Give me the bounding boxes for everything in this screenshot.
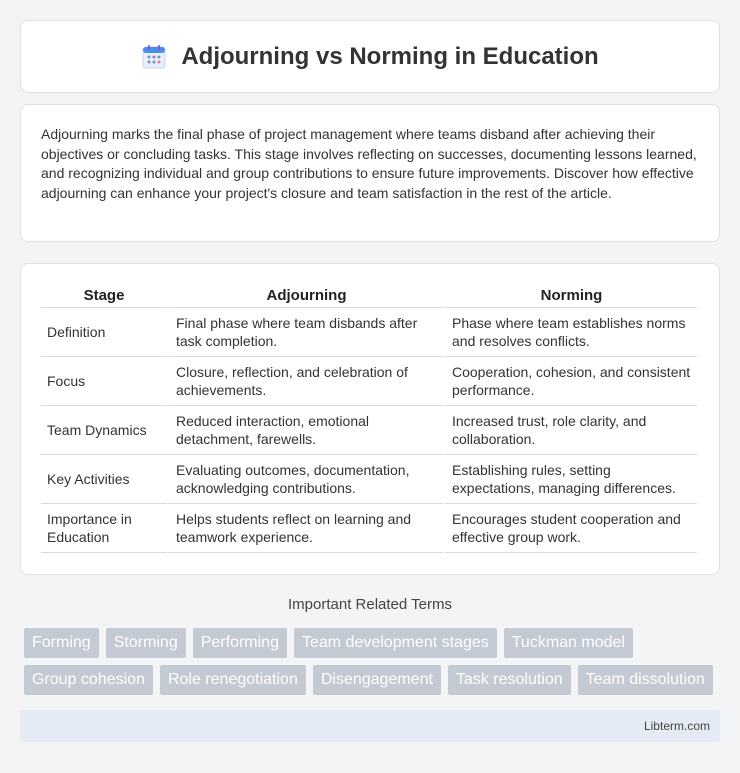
table-row [41, 357, 697, 406]
comparison-table [41, 284, 697, 553]
norming-cell: Encourages student cooperation and effective group work. [443, 504, 697, 553]
intro-card [20, 104, 720, 242]
related-terms-heading: Important Related Terms [288, 596, 452, 613]
row-label: Importance in Education [41, 504, 167, 553]
page-title: Adjourning vs Norming in Education [181, 42, 599, 70]
row-label: Focus [41, 357, 167, 406]
related-term-tag[interactable]: Team development stages [294, 628, 497, 658]
row-label: Definition [41, 308, 167, 357]
calendar-icon [141, 44, 167, 70]
related-terms-list [24, 628, 724, 695]
adjourning-cell: Reduced interaction, emotional detachment, farewells. [167, 406, 443, 455]
table-header-row [41, 284, 697, 308]
table-row [41, 455, 697, 504]
footer-site-link[interactable]: Libterm.com [643, 719, 710, 733]
column-header: Norming [443, 284, 697, 308]
norming-cell: Establishing rules, setting expectations, managing differences. [443, 455, 697, 504]
table-row [41, 504, 697, 553]
related-term-tag[interactable]: Role renegotiation [160, 665, 306, 695]
comparison-card [20, 263, 720, 575]
footer [20, 710, 720, 742]
table-row [41, 308, 697, 357]
related-term-tag[interactable]: Tuckman model [504, 628, 633, 658]
related-term-tag[interactable]: Group cohesion [24, 665, 153, 695]
related-term-tag[interactable]: Forming [24, 628, 99, 658]
adjourning-cell: Final phase where team disbands after task completion. [167, 308, 443, 357]
related-term-tag[interactable]: Performing [193, 628, 287, 658]
adjourning-cell: Evaluating outcomes, documentation, acknowledging contributions. [167, 455, 443, 504]
related-term-tag[interactable]: Storming [106, 628, 186, 658]
related-term-tag[interactable]: Disengagement [313, 665, 441, 695]
related-term-tag[interactable]: Team dissolution [578, 665, 713, 695]
row-label: Key Activities [41, 455, 167, 504]
row-label: Team Dynamics [41, 406, 167, 455]
table-row [41, 406, 697, 455]
adjourning-cell: Closure, reflection, and celebration of achievements. [167, 357, 443, 406]
norming-cell: Phase where team establishes norms and resolves conflicts. [443, 308, 697, 357]
column-header: Adjourning [167, 284, 443, 308]
adjourning-cell: Helps students reflect on learning and teamwork experience. [167, 504, 443, 553]
norming-cell: Cooperation, cohesion, and consistent performance. [443, 357, 697, 406]
header-card [20, 20, 720, 93]
related-term-tag[interactable]: Task resolution [448, 665, 571, 695]
intro-text: Adjourning marks the final phase of project management where teams disband after achieving their objectives or concluding tasks. This stage involves reflecting on successes, documenting lessons learned, and recognizing individual and group contributions to ensure future improvements. Discover how effective adjourning can enhance your project's closure and team satisfaction in the rest of the article. [41, 126, 697, 201]
column-header: Stage [41, 284, 167, 308]
norming-cell: Increased trust, role clarity, and collaboration. [443, 406, 697, 455]
